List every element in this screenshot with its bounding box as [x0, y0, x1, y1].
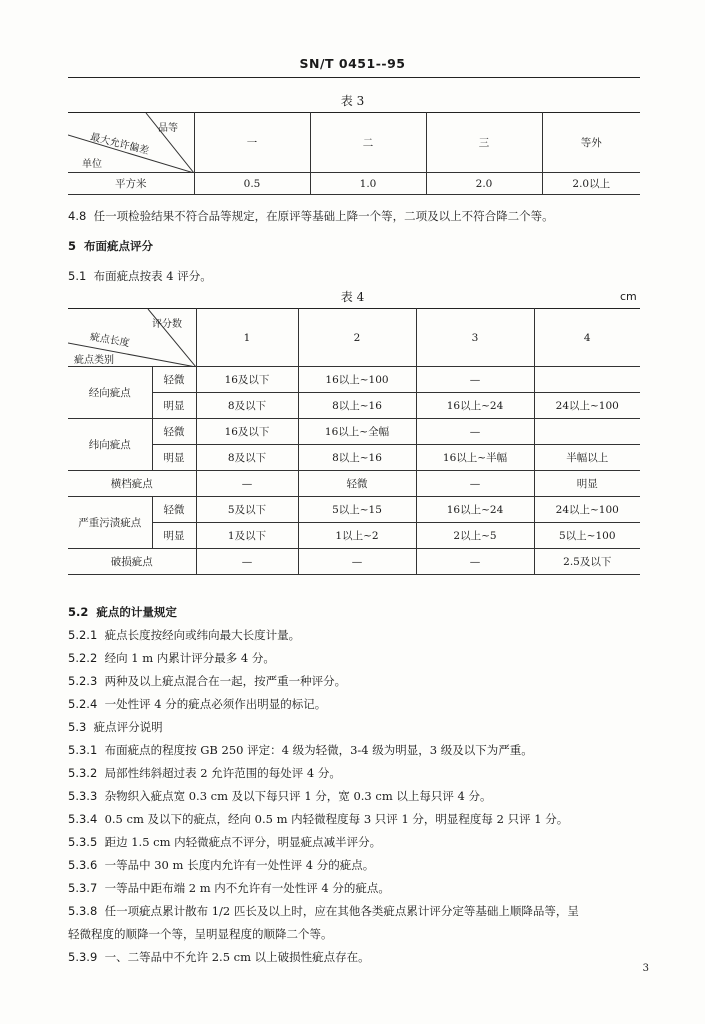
para-5-3-3: 5.3.3 杂物织入疵点宽 0.3 cm 及以下每只评 1 分，宽 0.3 cm 以上每只评 4 分。: [68, 789, 492, 803]
table4-weft-light-2: 16以上~全幅: [298, 419, 416, 445]
table4-crease-1: —: [196, 471, 298, 497]
table4-crease-3: —: [416, 471, 534, 497]
table4-crease-4: 明显: [534, 471, 640, 497]
table4-weft-light-label: 轻微: [152, 419, 196, 445]
para-5-3-4: 5.3.4 0.5 cm 及以下的疵点，经向 0.5 m 内轻微程度每 3 只评 1 分，明显程度每 2 只评 1 分。: [68, 812, 569, 826]
table4-broken-3: —: [416, 549, 534, 575]
table4-warp-light-label: 轻微: [152, 367, 196, 393]
table3-corner-cell: [68, 113, 194, 173]
page-number: 3: [642, 963, 649, 974]
table4-weft-label: 纬向疵点: [68, 419, 152, 471]
para-5-3-5: 5.3.5 距边 1.5 cm 内轻微疵点不评分，明显疵点减半评分。: [68, 835, 382, 849]
table3-corner-top-label: 品等: [158, 123, 178, 134]
table4-stain-light-2: 5以上~15: [298, 497, 416, 523]
header-rule: [68, 77, 640, 78]
section-5-heading: 5 布面疵点评分: [68, 239, 154, 253]
para-5-3-8-cont: 轻微程度的顺降一个等，呈明显程度的顺降二个等。: [68, 927, 333, 941]
table4-corner-bottom-label: 疵点类别: [74, 355, 114, 366]
para-5-3-7: 5.3.7 一等品中距布端 2 m 内不允许有一处性评 4 分的疵点。: [68, 881, 390, 895]
para-5-2-2: 5.2.2 经向 1 m 内累计评分最多 4 分。: [68, 651, 275, 665]
table4: [68, 308, 640, 575]
para-5-2-4: 5.2.4 一处性评 4 分的疵点必须作出明显的标记。: [68, 697, 327, 711]
table3-row-label: 平方米: [68, 173, 194, 195]
table4-weft-light-3: —: [416, 419, 534, 445]
table4-score-1: 1: [196, 309, 298, 367]
table4-stain-obvious-1: 1及以下: [196, 523, 298, 549]
table3-value-1: 0.5: [194, 173, 310, 195]
table4-warp-light-2: 16以上~100: [298, 367, 416, 393]
table4-weft-light-1: 16及以下: [196, 419, 298, 445]
table4-weft-obvious-label: 明显: [152, 445, 196, 471]
table4-stain-obvious-3: 2以上~5: [416, 523, 534, 549]
table4-crease-2: 轻微: [298, 471, 416, 497]
table4-warp-obvious-label: 明显: [152, 393, 196, 419]
table4-unit: cm: [620, 290, 637, 303]
table4-broken-4: 2.5及以下: [534, 549, 640, 575]
para-5-3-1: 5.3.1 布面疵点的程度按 GB 250 评定：4 级为轻微，3-4 级为明显，3 级及以下为严重。: [68, 743, 533, 757]
table4-stain-light-3: 16以上~24: [416, 497, 534, 523]
table4-stain-obvious-4: 5以上~100: [534, 523, 640, 549]
table4-weft-obvious-2: 8以上~16: [298, 445, 416, 471]
table4-stain-light-label: 轻微: [152, 497, 196, 523]
table4-warp-light-1: 16及以下: [196, 367, 298, 393]
table4-score-3: 3: [416, 309, 534, 367]
table3-grade-3: 三: [426, 113, 542, 173]
para-5-3-8: 5.3.8 任一项疵点累计散布 1/2 匹长及以上时，应在其他各类疵点累计评分定等基础上顺降品等，呈: [68, 904, 579, 918]
table4-broken-2: —: [298, 549, 416, 575]
document-code: SN/T 0451--95: [299, 56, 406, 71]
table3-grade-4: 等外: [542, 113, 640, 173]
table4-warp-obvious-1: 8及以下: [196, 393, 298, 419]
para-5-2-1: 5.2.1 疵点长度按经向或纬向最大长度计量。: [68, 628, 301, 642]
para-5-3: 5.3 疵点评分说明: [68, 720, 163, 734]
table4-stain-obvious-2: 1以上~2: [298, 523, 416, 549]
table4-broken-label: 破损疵点: [68, 549, 196, 575]
table4-broken-1: —: [196, 549, 298, 575]
table4-warp-obvious-4: 24以上~100: [534, 393, 640, 419]
table4-warp-label: 经向疵点: [68, 367, 152, 419]
table4-corner-cell: [68, 309, 196, 367]
table3-corner-bottom-label: 单位: [82, 159, 102, 170]
table3-value-4: 2.0以上: [542, 173, 640, 195]
table4-stain-light-4: 24以上~100: [534, 497, 640, 523]
para-5-2: 5.2 疵点的计量规定: [68, 605, 177, 619]
para-5-1: 5.1 布面疵点按表 4 评分。: [68, 269, 212, 283]
para-5-3-6: 5.3.6 一等品中 30 m 长度内允许有一处性评 4 分的疵点。: [68, 858, 375, 872]
table4-weft-obvious-1: 8及以下: [196, 445, 298, 471]
table3-corner-mid-label: 最大允许偏差: [89, 131, 150, 158]
para-5-2-3: 5.2.3 两种及以上疵点混合在一起，按严重一种评分。: [68, 674, 347, 688]
table4-corner-mid-label: 疵点长度: [89, 331, 131, 350]
table4-score-4: 4: [534, 309, 640, 367]
table4-score-2: 2: [298, 309, 416, 367]
table4-crease-label: 横档疵点: [68, 471, 196, 497]
table3-value-3: 2.0: [426, 173, 542, 195]
table4-warp-obvious-3: 16以上~24: [416, 393, 534, 419]
table4-corner-top-label: 评分数: [152, 319, 182, 330]
table3: [68, 112, 640, 195]
para-4-8: 4.8 任一项检验结果不符合品等规定，在原评等基础上降一个等，二项及以上不符合降二个等。: [68, 209, 554, 223]
table4-title: 表 4: [340, 290, 365, 304]
para-5-3-9: 5.3.9 一、二等品中不允许 2.5 cm 以上破损性疵点存在。: [68, 950, 370, 964]
table4-weft-obvious-3: 16以上~半幅: [416, 445, 534, 471]
table4-warp-light-3: —: [416, 367, 534, 393]
table4-warp-light-4: [534, 367, 640, 393]
table3-value-2: 1.0: [310, 173, 426, 195]
table3-title: 表 3: [340, 94, 365, 108]
table3-grade-2: 二: [310, 113, 426, 173]
table3-grade-1: 一: [194, 113, 310, 173]
table4-weft-obvious-4: 半幅以上: [534, 445, 640, 471]
table4-stain-obvious-label: 明显: [152, 523, 196, 549]
table4-warp-obvious-2: 8以上~16: [298, 393, 416, 419]
table4-stain-light-1: 5及以下: [196, 497, 298, 523]
table4-stain-label: 严重污渍疵点: [68, 497, 152, 549]
table4-weft-light-4: [534, 419, 640, 445]
para-5-3-2: 5.3.2 局部性纬斜超过表 2 允许范围的每处评 4 分。: [68, 766, 341, 780]
